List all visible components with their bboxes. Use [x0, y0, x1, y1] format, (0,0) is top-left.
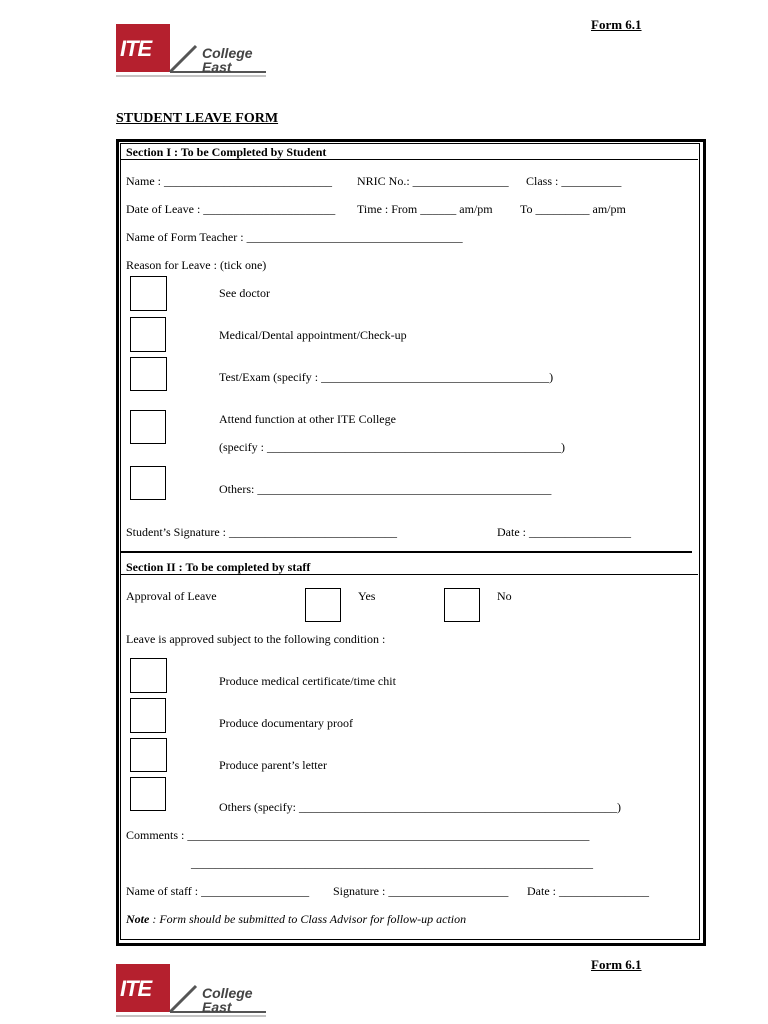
- condition-parents-letter: Produce parent’s letter: [219, 758, 327, 772]
- option-attend-function: Attend function at other ITE College: [219, 412, 396, 426]
- form-number: Form 6.1: [591, 17, 642, 32]
- comments-field[interactable]: Comments : ___________________________________________________________________: [126, 828, 590, 842]
- option-see-doctor: See doctor: [219, 286, 270, 300]
- student-date-field[interactable]: Date : _________________: [497, 525, 631, 539]
- checkbox-medical-cert[interactable]: [130, 658, 167, 693]
- yes-label: Yes: [358, 589, 376, 603]
- footer-logo-line2: East: [202, 999, 232, 1015]
- condition-documentary: Produce documentary proof: [219, 716, 353, 730]
- nric-field[interactable]: NRIC No.: ________________: [357, 174, 509, 188]
- checkbox-others[interactable]: [130, 466, 166, 500]
- logo-line1: College: [202, 45, 253, 61]
- comments-line2[interactable]: ___________________________________________________________________: [191, 856, 593, 870]
- section1-divider: [121, 159, 698, 160]
- option-medical: Medical/Dental appointment/Check-up: [219, 328, 407, 342]
- no-label: No: [497, 589, 512, 603]
- form-note: [126, 912, 466, 926]
- college-logo: [116, 24, 266, 80]
- reason-label: Reason for Leave : (tick one): [126, 258, 267, 272]
- option-attend-specify[interactable]: (specify : _________________________________________________): [219, 440, 565, 454]
- option-others[interactable]: Others: _________________________________________________: [219, 482, 552, 496]
- form-teacher-field[interactable]: Name of Form Teacher : ____________________________________: [126, 230, 463, 244]
- name-field[interactable]: Name : ____________________________: [126, 174, 332, 188]
- logo-line2: East: [202, 59, 232, 75]
- section1-heading: Section I : To be Completed by Student: [126, 145, 327, 159]
- section-separator: [121, 551, 692, 553]
- time-from-field[interactable]: Time : From ______ am/pm: [357, 202, 493, 216]
- footer-form-number: Form 6.1: [591, 957, 642, 972]
- staff-name-field[interactable]: Name of staff : __________________: [126, 884, 310, 898]
- staff-date-field[interactable]: Date : _______________: [527, 884, 649, 898]
- note-text: : Form should be submitted to Class Advisor for follow-up action: [149, 912, 467, 926]
- checkbox-see-doctor[interactable]: [130, 276, 167, 311]
- condition-medical-cert: Produce medical certificate/time chit: [219, 674, 396, 688]
- checkbox-condition-others[interactable]: [130, 777, 166, 811]
- time-to-field[interactable]: To _________ am/pm: [520, 202, 626, 216]
- checkbox-medical[interactable]: [130, 317, 166, 352]
- option-test-exam[interactable]: Test/Exam (specify : ______________________________________): [219, 370, 554, 384]
- section2-heading: Section II : To be completed by staff: [126, 560, 311, 574]
- checkbox-documentary[interactable]: [130, 698, 166, 733]
- footer-logo-line1: College: [202, 985, 253, 1001]
- form-title: STUDENT LEAVE FORM: [116, 111, 279, 126]
- class-field[interactable]: Class : __________: [526, 174, 622, 188]
- condition-others[interactable]: Others (specify: _____________________________________________________): [219, 800, 621, 814]
- approval-label: Approval of Leave: [126, 589, 217, 603]
- student-signature-field[interactable]: Student’s Signature : ____________________________: [126, 525, 397, 539]
- footer-logo-mark: ITE: [120, 976, 152, 1001]
- logo-mark: ITE: [120, 36, 152, 61]
- condition-label: Leave is approved subject to the following condition :: [126, 632, 386, 646]
- date-of-leave-field[interactable]: Date of Leave : ______________________: [126, 202, 336, 216]
- checkbox-yes[interactable]: [305, 588, 341, 622]
- checkbox-test-exam[interactable]: [130, 357, 167, 391]
- checkbox-no[interactable]: [444, 588, 480, 622]
- note-label: Note: [126, 912, 150, 926]
- checkbox-attend-function[interactable]: [130, 410, 166, 444]
- footer-college-logo: [116, 964, 266, 1020]
- section2-divider: [121, 574, 698, 575]
- staff-signature-field[interactable]: Signature : ____________________: [333, 884, 509, 898]
- checkbox-parents-letter[interactable]: [130, 738, 167, 772]
